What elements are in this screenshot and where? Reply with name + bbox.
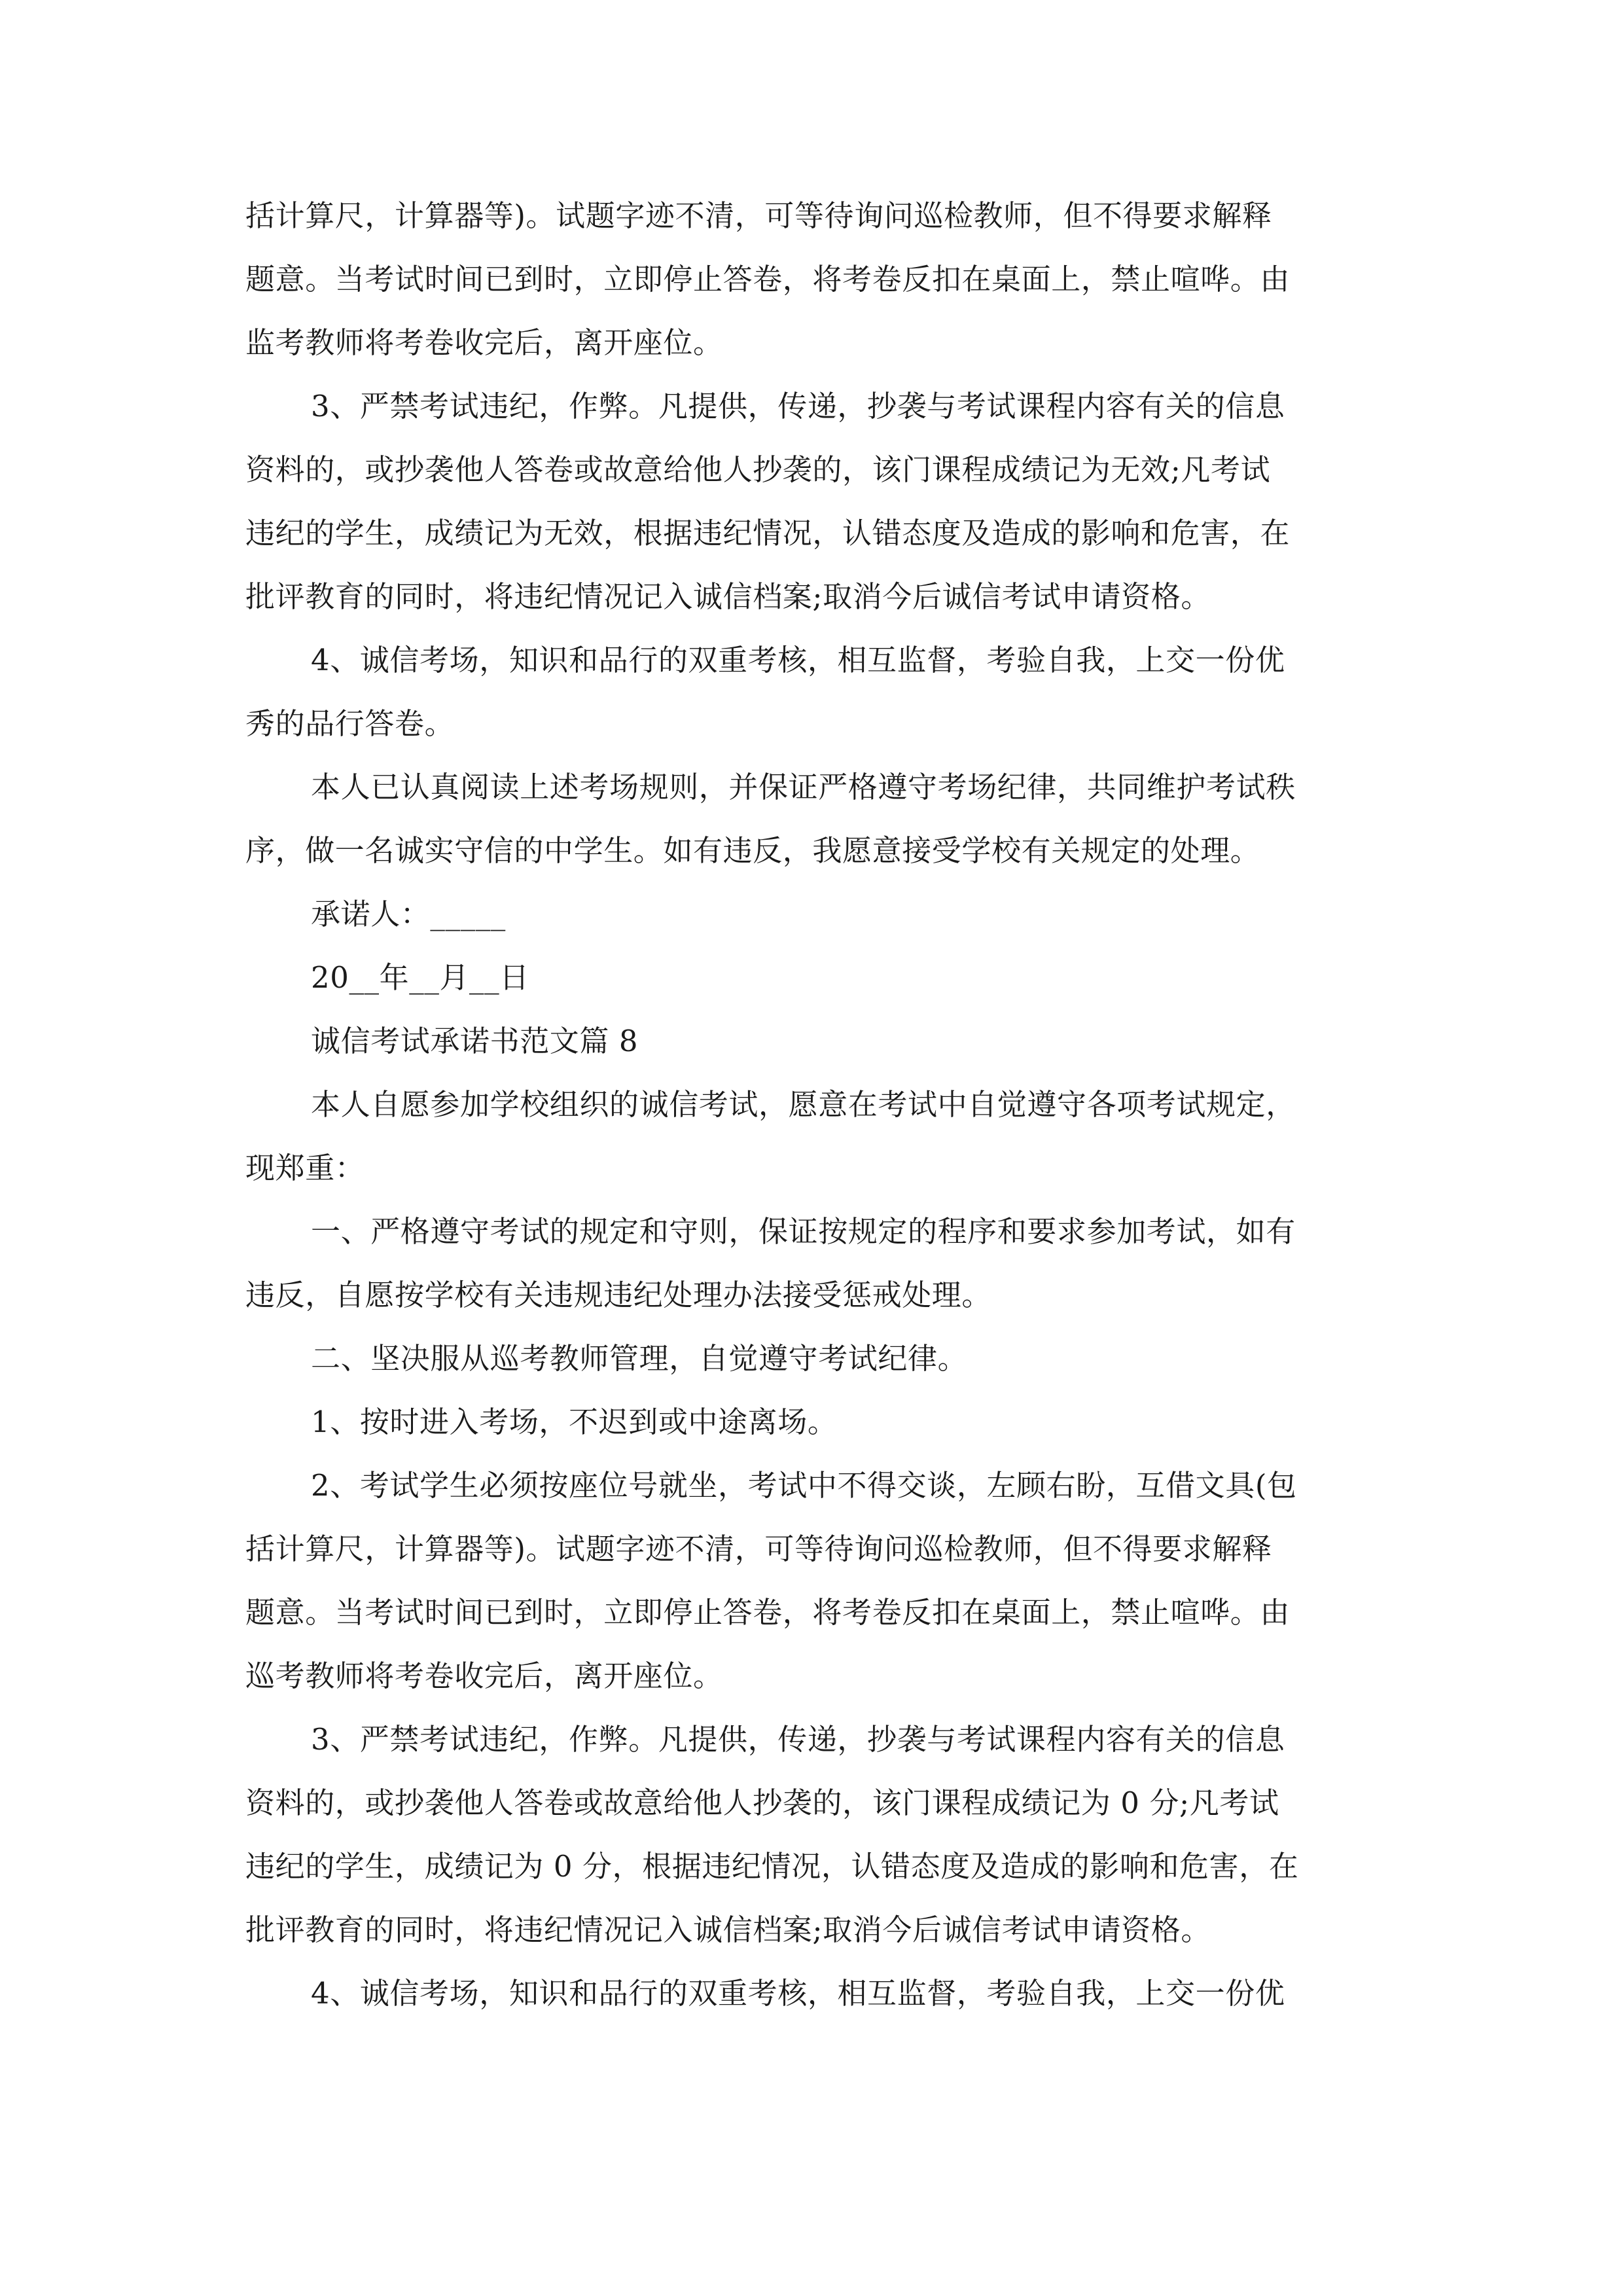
paragraph-start-line: 3、严禁考试违纪，作弊。凡提供，传递，抄袭与考试课程内容有关的信息	[311, 1722, 1285, 1757]
signature-line: 承诺人：_____	[311, 897, 506, 931]
paragraph-start-line: 1、按时进入考场，不迟到或中途离场。	[311, 1405, 838, 1439]
paragraph-start-line: 2、考试学生必须按座位号就坐，考试中不得交谈，左顾右盼，互借文具(包	[311, 1468, 1297, 1503]
paragraph-start-line: 4、诚信考场，知识和品行的双重考核，相互监督，考验自我，上交一份优	[311, 643, 1285, 677]
text-line: 巡考教师将考卷收完后，离开座位。	[245, 1659, 723, 1693]
paragraph-start-line: 二、坚决服从巡考教师管理，自觉遵守考试纪律。	[311, 1341, 968, 1376]
text-line: 资料的，或抄袭他人答卷或故意给他人抄袭的，该门课程成绩记为无效;凡考试	[245, 452, 1271, 487]
text-line: 批评教育的同时，将违纪情况记入诚信档案;取消今后诚信考试申请资格。	[245, 1912, 1211, 1947]
paragraph-start-line: 本人自愿参加学校组织的诚信考试，愿意在考试中自觉遵守各项考试规定，	[311, 1087, 1296, 1122]
text-line: 监考教师将考卷收完后，离开座位。	[245, 325, 723, 360]
text-line: 违纪的学生，成绩记为无效，根据违纪情况，认错态度及造成的影响和危害，在	[245, 516, 1291, 550]
text-line: 现郑重：	[245, 1151, 365, 1185]
text-line: 序，做一名诚实守信的中学生。如有违反，我愿意接受学校有关规定的处理。	[245, 833, 1260, 868]
paragraph-start-line: 一、严格遵守考试的规定和守则，保证按规定的程序和要求参加考试，如有	[311, 1214, 1296, 1249]
text-line: 题意。当考试时间已到时，立即停止答卷，将考卷反扣在桌面上，禁止喧哗。由	[245, 262, 1291, 296]
text-line: 资料的，或抄袭他人答卷或故意给他人抄袭的，该门课程成绩记为 0 分;凡考试	[245, 1785, 1279, 1820]
text-line: 秀的品行答卷。	[245, 706, 455, 741]
text-line: 违反，自愿按学校有关违规违纪处理办法接受惩戒处理。	[245, 1278, 992, 1312]
paragraph-start-line: 3、严禁考试违纪，作弊。凡提供，传递，抄袭与考试课程内容有关的信息	[311, 389, 1285, 423]
text-line: 违纪的学生，成绩记为 0 分，根据违纪情况，认错态度及造成的影响和危害，在	[245, 1849, 1299, 1884]
text-line: 批评教育的同时，将违纪情况记入诚信档案;取消今后诚信考试申请资格。	[245, 579, 1211, 614]
text-line: 括计算尺，计算器等)。试题字迹不清，可等待询问巡检教师，但不得要求解释	[245, 198, 1272, 233]
section-title: 诚信考试承诺书范文篇 8	[311, 1024, 639, 1058]
paragraph-start-line: 本人已认真阅读上述考场规则，并保证严格遵守考场纪律，共同维护考试秩	[311, 770, 1296, 804]
text-line: 题意。当考试时间已到时，立即停止答卷，将考卷反扣在桌面上，禁止喧哗。由	[245, 1595, 1291, 1630]
paragraph-start-line: 4、诚信考场，知识和品行的双重考核，相互监督，考验自我，上交一份优	[311, 1976, 1285, 2011]
text-line: 括计算尺，计算器等)。试题字迹不清，可等待询问巡检教师，但不得要求解释	[245, 1532, 1272, 1566]
date-line: 20__年__月__日	[311, 960, 529, 995]
